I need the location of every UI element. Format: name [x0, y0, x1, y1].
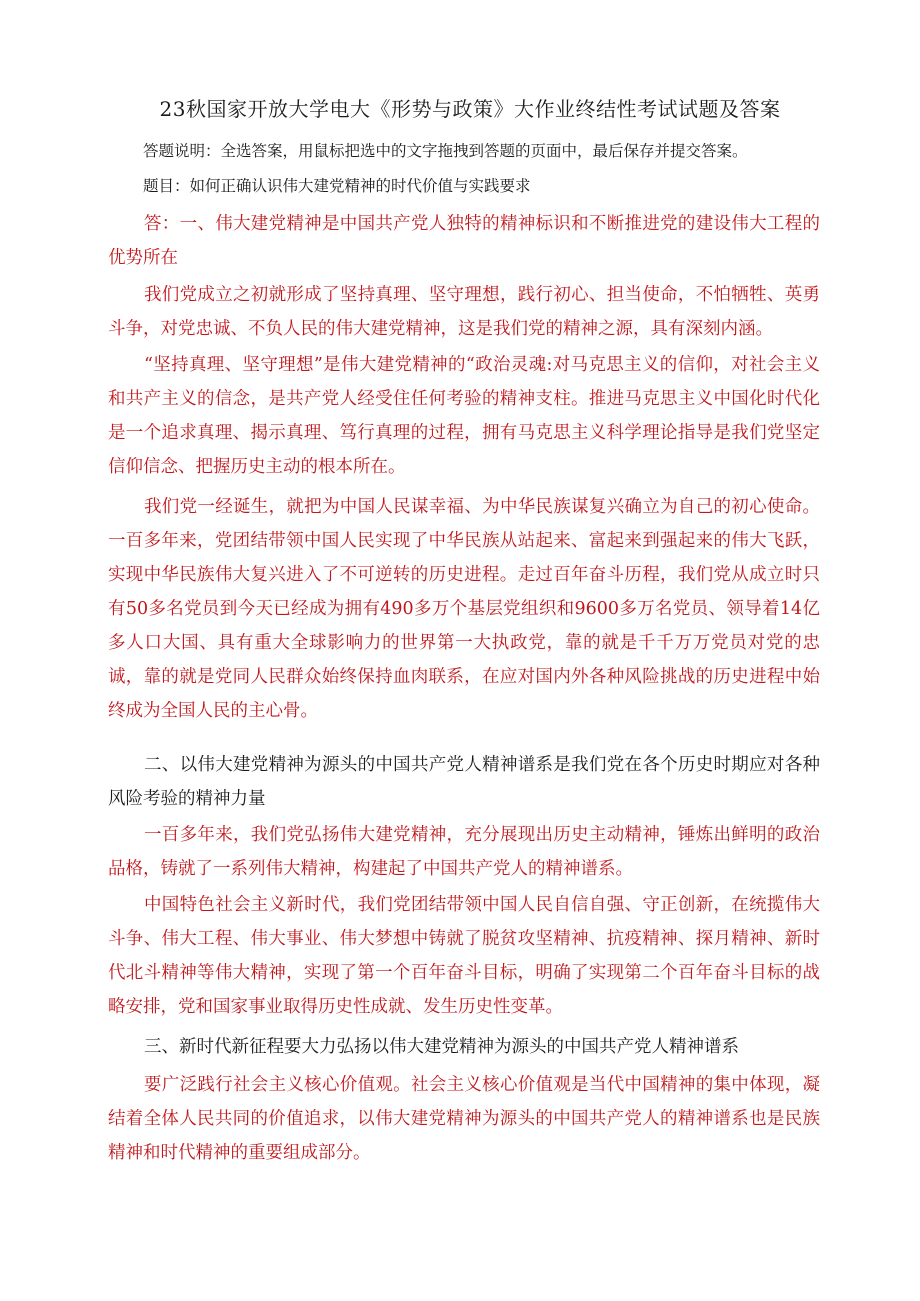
section-1-paragraph-1: 我们党成立之初就形成了坚持真理、坚守理想，践行初心、担当使命，不怕牺牲、英勇斗争，对党忠诚、不负人民的伟大建党精神，这是我们党的精神之源，具有深刻内涵。	[108, 285, 820, 339]
section-1-paragraph-3: 我们党一经诞生，就把为中国人民谋幸福、为中华民族谋复兴确立为自己的初心使命。一百多年来，党团结带领中国人民实现了中华民族从站起来、富起来到强起来的伟大飞跃，实现中华民族伟大复兴进入了不可逆转的历史进程。走过百年奋斗历程，我们党从成立时只有50多名党员到今天已经成为拥有490多万个基层党组织和9600多万名党员、领导着14亿多人口大国、具有重大全球影响力的世界第一大执政党，靠的就是千千万万党员对党的忠诚，靠的就是党同人民群众始终保持血肉联系，在应对国内外各种风险挑战的历史进程中始终成为全国人民的主心骨。	[108, 497, 820, 721]
answer-instructions: 答题说明：全选答案，用鼠标把选中的文字拖拽到答题的页面中，最后保存并提交答案。	[143, 142, 748, 160]
document-title: 23秋国家开放大学电大《形势与政策》大作业终结性考试试题及答案	[159, 97, 781, 121]
section-2-heading: 二、以伟大建党精神为源头的中国共产党人精神谱系是我们党在各个历史时期应对各种风险考验的精神力量	[108, 755, 820, 809]
section-2-paragraph-1: 一百多年来，我们党弘扬伟大建党精神，充分展现出历史主动精神，锤炼出鲜明的政治品格，铸就了一系列伟大精神，构建起了中国共产党人的精神谱系。	[108, 825, 820, 879]
section-1-paragraph-2: “坚持真理、坚守理想”是伟大建党精神的“政治灵魂:对马克思主义的信仰，对社会主义和共产主义的信念，是共产党人经受住任何考验的精神支柱。推进马克思主义中国化时代化是一个追求真理、揭示真理、笃行真理的过程，拥有马克思主义科学理论指导是我们党坚定信仰信念、把握历史主动的根本所在。	[108, 355, 820, 477]
question-text: 题目：如何正确认识伟大建党精神的时代价值与实践要求	[143, 177, 531, 195]
section-3-heading: 三、新时代新征程要大力弘扬以伟大建党精神为源头的中国共产党人精神谱系	[144, 1037, 739, 1057]
section-1-heading: 答：一、伟大建党精神是中国共产党人独特的精神标识和不断推进党的建设伟大工程的优势所在	[108, 214, 820, 268]
section-3-paragraph-1: 要广泛践行社会主义核心价值观。社会主义核心价值观是当代中国精神的集中体现，凝结着全体人民共同的价值追求，以伟大建党精神为源头的中国共产党人的精神谱系也是民族精神和时代精神的重要组成部分。	[108, 1075, 820, 1163]
section-2-paragraph-2: 中国特色社会主义新时代，我们党团结带领中国人民自信自强、守正创新，在统揽伟大斗争、伟大工程、伟大事业、伟大梦想中铸就了脱贫攻坚精神、抗疫精神、探月精神、新时代北斗精神等伟大精神，实现了第一个百年奋斗目标，明确了实现第二个百年奋斗目标的战略安排，党和国家事业取得历史性成就、发生历史性变革。	[108, 895, 820, 1017]
